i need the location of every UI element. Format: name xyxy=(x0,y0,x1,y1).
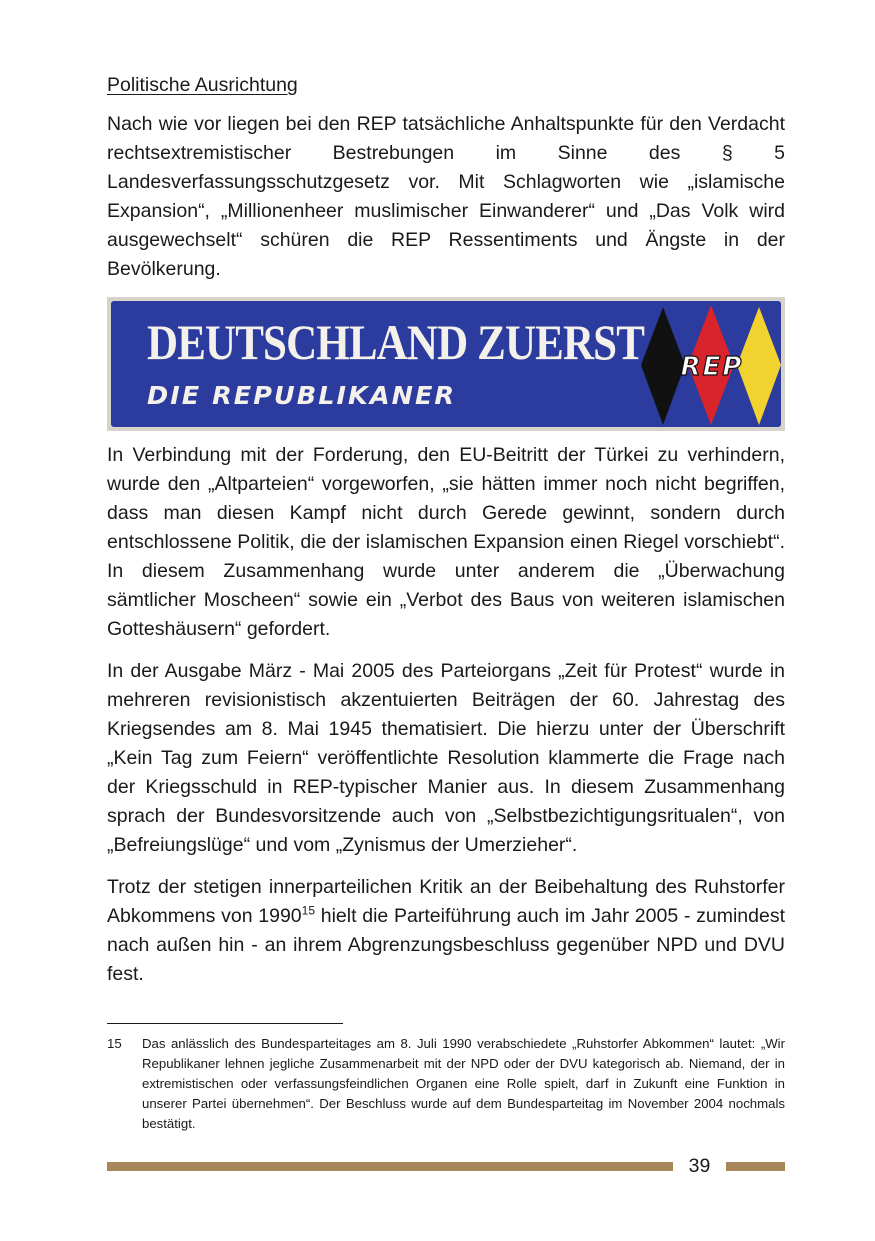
footnote-number: 15 xyxy=(107,1036,122,1051)
footnote xyxy=(107,1034,785,1134)
rep-banner-image xyxy=(107,297,785,431)
footer-bar-left xyxy=(107,1162,673,1171)
rep-logo-icon xyxy=(641,303,781,427)
page-number: 39 xyxy=(688,1155,711,1177)
section-heading: Politische Ausrichtung xyxy=(107,74,298,96)
page-content xyxy=(107,70,785,1134)
paragraph-4-text-b: hielt die Parteiführung auch im Jahr 2005 - zumindest nach außen hin - an ihrem Abgrenzungsbeschluss gegenüber NPD und DVU fest. xyxy=(107,905,785,985)
footnote-divider xyxy=(107,1023,343,1024)
yellow-diamond xyxy=(737,307,781,425)
rep-logo-text: REP xyxy=(680,352,744,382)
paragraph-4 xyxy=(107,873,785,989)
footnote-text: Das anlässlich des Bundesparteitages am 8. Juli 1990 verabschiedete „Ruhstorfer Abkommen“ lautet: „Wir Republikaner lehnen jegliche Zusammenarbeit mit der NPD oder der DVU kategorisch ab. Niemand, der in extremistischen oder verfassungsfeindlichen Organen eine Rolle spielt, darf in Zukunft eine Funktion in unserer Partei übernehmen“. Der Beschluss wurde auf dem Bundesparteitag im November 2004 nochmals bestätigt. xyxy=(142,1036,785,1131)
black-diamond xyxy=(641,307,685,425)
paragraph-1: Nach wie vor liegen bei den REP tatsächliche Anhaltspunkte für den Verdacht rechtsextremistischer Bestrebungen im Sinne des § 5 Landesverfassungsschutzgesetz vor. Mit Schlagworten wie „islamische Expansion“, „Millionenheer muslimischer Einwanderer“ und „Das Volk wird ausgewechselt“ schüren die REP Ressentiments und Ängste in der Bevölkerung. xyxy=(107,113,785,280)
paragraph-4-text-a: Trotz der stetigen innerparteilichen Kritik an der Beibehaltung des Ruhstorfer Abkommens von 1990 xyxy=(107,876,785,927)
footer-bar-right xyxy=(726,1162,785,1171)
banner-background xyxy=(111,301,781,427)
paragraph-3: In der Ausgabe März - Mai 2005 des Parteiorgans „Zeit für Protest“ wurde in mehreren revisionistisch akzentuierten Beiträgen der 60. Jahrestag des Kriegsendes am 8. Mai 1945 thematisiert. Die hierzu unter der Überschrift „Kein Tag zum Feiern“ veröffentlichte Resolution klammerte die Frage nach der Kriegsschuld in REP-typischer Manier aus. In diesem Zusammenhang sprach der Bundesvorsitzende auch von „Selbstbezichtigungsritualen“, von „Befreiungslüge“ und vom „Zynismus der Umerzieher“. xyxy=(107,660,785,856)
paragraph-2: In Verbindung mit der Forderung, den EU-Beitritt der Türkei zu verhindern, wurde den „Altparteien“ vorgeworfen, „sie hätten immer noch nicht begriffen, dass man diesen Kampf nicht durch Gerede gewinnt, sondern durch entschlossene Politik, die der islamischen Expansion einen Riegel vorschiebt“. In diesem Zusammenhang wurde unter anderem die „Überwachung sämtlicher Moscheen“ sowie ein „Verbot des Baus von weiteren islamischen Gotteshäusern“ gefordert. xyxy=(107,444,785,640)
banner-party-name: DIE REPUBLIKANER xyxy=(147,381,457,410)
banner-slogan: DEUTSCHLAND ZUERST xyxy=(147,314,645,370)
page-footer xyxy=(107,1152,785,1180)
footnote-reference: 15 xyxy=(301,903,316,918)
